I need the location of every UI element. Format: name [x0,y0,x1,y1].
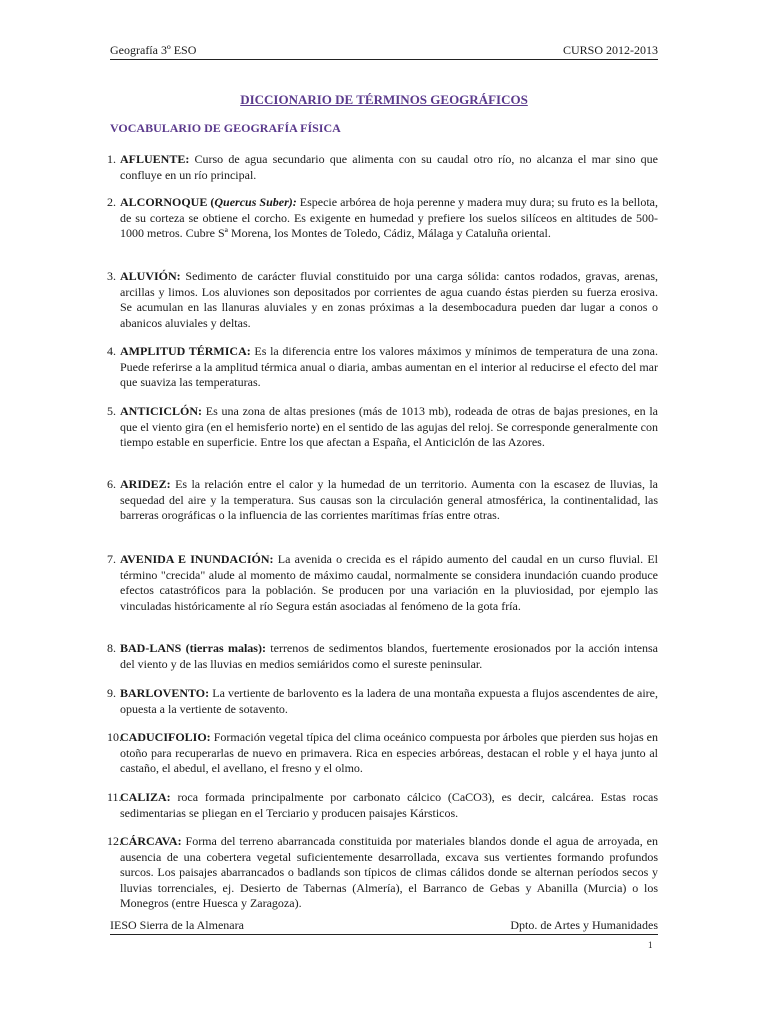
glossary-entry [107,404,658,451]
entry-definition: Formación vegetal típica del clima oceánico compuesta por árboles que pierden sus hojas en otoño para recuperarlas de nuevo en primavera. Rica en especies arbóreas, destacan el roble y el haya junto al castaño, el abedul, el avellano, el fresno y el olmo. [120,730,659,775]
entry-definition: Es la relación entre el calor y la humedad de un territorio. Aumenta con la escasez de lluvias, la sequedad del aire y la temperatura. Sus causas son la circulación general atmosférica, la continentalidad, las barreras orográficas o la influencia de las corrientes marítimas frías entre otras. [120,477,658,522]
glossary-entry [107,641,659,672]
glossary-entry [107,344,659,391]
glossary-entry [107,552,659,614]
entry-definition: terrenos de sedimentos blandos, fuertemente erosionados por la acción intensa del viento y de las lluvias en medios semiáridos como el sureste peninsular. [120,641,659,671]
glossary-entry [107,790,659,821]
glossary-entry [107,730,659,777]
entry-number: 10. [107,730,122,744]
entry-number: 2. [107,195,116,209]
footer-school: IESO Sierra de la Almenara [110,918,244,932]
entry-term: ALCORNOQUE ( [120,195,215,209]
entry-term: AVENIDA E INUNDACIÓN: [120,552,274,566]
entry-term: CÁRCAVA: [120,834,182,848]
entry-number: 12. [107,834,122,848]
entry-definition: Curso de agua secundario que alimenta con su caudal otro río, no alcanza el mar sino que confluye en un río principal. [120,152,658,182]
entry-number: 1. [107,152,116,166]
entry-definition: La avenida o crecida es el rápido aumento del caudal en un curso fluvial. El término "crecida" alude al momento de máximo caudal, normalmente se considera inundación cuando produce efectos catastróficos para la población. Se producen por una variación en la pluviosidad, por ejemplo las vinculadas históricamente al río Segura están asociadas al fenómeno de la gota fría. [120,552,659,613]
entry-definition: Sedimento de carácter fluvial constituido por una carga sólida: cantos rodados, gravas, arenas, arcillas y limos. Los aluviones son depositados por corrientes de agua cuando éstas pierden su fuerza erosiva. Se acumulan en las llanuras aluviales y en zonas próximas a la desembocadura pueden dar lugar a conos o abanicos aluviales y deltas. [120,269,659,330]
entry-number: 7. [107,552,116,566]
page-number: 1 [648,940,653,950]
glossary-entry [107,477,658,524]
entry-number: 5. [107,404,116,418]
entry-definition: Forma del terreno abarrancada constituida por materiales blandos donde el agua de arroyada, en ausencia de una cobertera vegetal suficientemente desarrollada, excava sus vertientes formando profundos surcos. Los paisajes abarrancados o badlands son típicos de climas cálidos donde se alternan períodos secos y lluvias torrenciales, ej. Desierto de Tabernas (Almería), el Barranco de Gebas y Abanilla (Murcia) o los Monegros (entre Huesca y Zaragoza). [120,834,658,910]
glossary-entry [107,195,658,242]
entry-number: 11. [107,790,122,804]
document-title: DICCIONARIO DE TÉRMINOS GEOGRÁFICOS [240,92,528,107]
glossary-entry [107,834,658,912]
section-subtitle: VOCABULARIO DE GEOGRAFÍA FÍSICA [110,121,341,135]
entry-term: ANTICICLÓN: [120,404,203,418]
entry-number: 8. [107,641,116,655]
entry-term: BAD-LANS (tierras malas): [120,641,266,655]
entry-number: 3. [107,269,116,283]
entry-term: ARIDEZ: [120,477,171,491]
entry-definition: Especie arbórea de hoja perenne y madera muy dura; su fruto es la bellota, de su corteza se obtiene el corcho. Es exigente en humedad y prefiere los suelos silíceos en altitudes de 500-1000 metros. Cubre Sª Morena, los Montes de Toledo, Cádiz, Málaga y Cataluña oriental. [120,195,658,240]
entry-term: ALUVIÓN: [120,269,181,283]
entry-latin-name: Quercus Suber): [214,195,297,209]
entry-number: 6. [107,477,116,491]
entry-term: CALIZA: [120,790,171,804]
entry-term: CADUCIFOLIO: [120,730,211,744]
glossary-entry [107,686,659,717]
footer-department: Dpto. de Artes y Humanidades [510,918,658,932]
entry-term: BARLOVENTO: [120,686,210,700]
entry-definition: roca formada principalmente por carbonato cálcico (CaCO3), es decir, calcárea. Estas rocas sedimentarias se pliegan en el Terciario y producen paisajes Kársticos. [120,790,659,820]
entry-definition: Es una zona de altas presiones (más de 1013 mb), rodeada de otras de bajas presiones, en la que el viento gira (en el hemisferio norte) en el sentido de las agujas del reloj. Se corresponde generalmente con tiempo estable en superficie. Entre los que afectan a España, el Anticiclón de las Azores. [120,404,658,449]
glossary-entry [107,269,659,331]
entry-definition: Es la diferencia entre los valores máximos y mínimos de temperatura de una zona. Puede referirse a la amplitud térmica anual o diaria, ambas aumentan en el interior al reducirse el efecto del mar que suaviza las temperaturas. [120,344,659,389]
header-year: CURSO 2012-2013 [562,43,658,57]
glossary-entry [107,152,658,183]
header-course: Geografía 3º ESO [110,43,197,57]
entry-term: AMPLITUD TÉRMICA: [120,344,251,358]
entry-definition: La vertiente de barlovento es la ladera de una montaña expuesta a flujos ascendentes de aire, opuesta a la vertiente de sotavento. [120,686,659,716]
entry-term: AFLUENTE: [120,152,190,166]
entry-number: 9. [107,686,116,700]
page-footer [110,917,658,935]
entry-number: 4. [107,344,116,358]
